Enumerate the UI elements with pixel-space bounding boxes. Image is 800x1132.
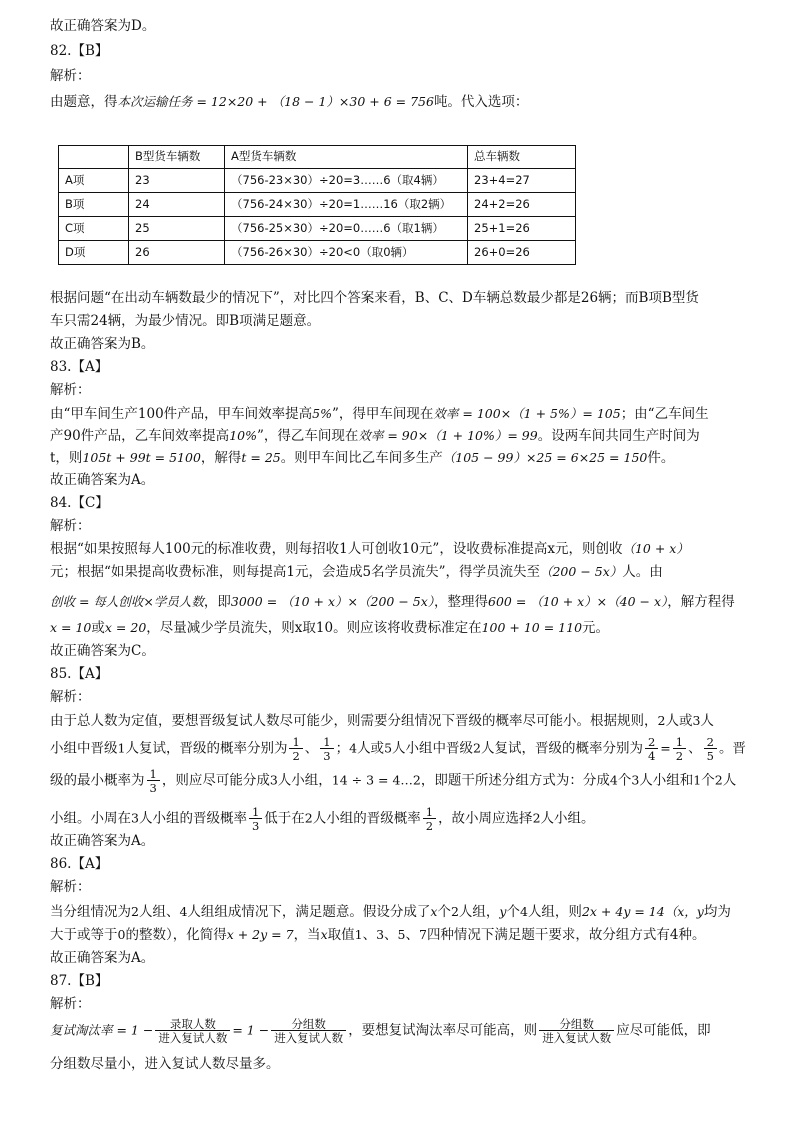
- text: 、: [384, 927, 398, 943]
- denominator: 2: [673, 748, 686, 762]
- q86-line-2: [50, 929, 706, 943]
- number: 1: [693, 772, 702, 788]
- numerator: 1: [149, 767, 157, 781]
- text: 人组，则: [527, 904, 582, 920]
- text: 件。: [647, 450, 675, 466]
- q82-para-2: 车只需24辆，为最少情况。即B项满足题意。: [50, 313, 321, 329]
- number: 2: [304, 810, 313, 826]
- table-cell: 23: [129, 169, 225, 193]
- denominator: 5: [704, 748, 717, 762]
- fraction: [147, 768, 160, 794]
- q83-answer: 故正确答案为A。: [50, 472, 155, 488]
- text: ”，得甲车间现在: [332, 406, 434, 422]
- text: ，则应尽可能分成: [161, 772, 270, 789]
- text: 吨。代入选项：: [433, 94, 529, 110]
- table-header-row: [59, 146, 576, 169]
- text: 。则甲车间比乙车间多生产: [280, 450, 443, 466]
- text: t，则: [50, 450, 83, 466]
- q82-intro: [50, 96, 528, 110]
- text: 人复试，晋级的概率分别为: [480, 740, 643, 757]
- denominator: 进入复试人数: [155, 1030, 230, 1044]
- text: 。晋: [718, 740, 746, 757]
- text: 个: [506, 904, 520, 920]
- number: 5: [397, 927, 406, 942]
- denominator: 进入复试人数: [271, 1030, 346, 1044]
- formula: 14 ÷ 3 = 4…2: [331, 772, 421, 788]
- number: 2: [657, 713, 666, 728]
- number: 0: [117, 927, 126, 942]
- text: 、: [304, 740, 319, 757]
- text: ；: [335, 740, 350, 757]
- formula: 3000 = （10 + x）×（200 − 5x）: [230, 594, 435, 609]
- fraction: [249, 806, 262, 832]
- q83-line-1: [50, 408, 709, 422]
- number: 3: [131, 810, 139, 826]
- text: 人组组成情况下，满足题意。假设分成了: [187, 904, 431, 920]
- number: 3: [692, 713, 701, 728]
- table-cell: B项: [59, 193, 129, 217]
- number: 2: [450, 904, 459, 919]
- number: 5: [384, 740, 393, 756]
- text: 取值: [327, 927, 355, 943]
- table-cell: A型货车辆数: [225, 146, 468, 169]
- fraction: [423, 806, 436, 832]
- numerator: 1: [425, 805, 434, 819]
- q83-line-2: [50, 430, 700, 444]
- number: 3: [376, 927, 385, 942]
- number: 2: [532, 810, 541, 826]
- q84-label: 解析：: [50, 518, 91, 534]
- number: 4: [179, 904, 188, 919]
- q82-label: 解析：: [50, 68, 91, 84]
- text: 应尽可能低，即: [616, 1022, 711, 1039]
- text: ，要想复试淘汰率尽可能高，则: [348, 1022, 538, 1039]
- text: 元。: [582, 620, 610, 636]
- number: 4: [349, 740, 358, 756]
- table-cell: C项: [59, 217, 129, 241]
- text: ，即题干所述分组方式为：分成: [420, 772, 610, 789]
- formula: 10%: [229, 428, 257, 443]
- formula: 效率 = 90×（1 + 10%）= 99: [358, 428, 538, 443]
- table-row: [59, 241, 576, 265]
- text: 人小组的晋级概率: [138, 810, 247, 827]
- numerator: 2: [706, 735, 714, 749]
- table-cell: B型货车辆数: [129, 146, 225, 169]
- denominator: 3: [249, 818, 262, 832]
- text: 均为: [703, 904, 731, 920]
- table-row: [59, 193, 576, 217]
- variable: y: [499, 904, 507, 919]
- number: 4: [519, 904, 528, 919]
- formula: （10 + x）: [622, 541, 689, 556]
- q84-header: 84.【C】: [50, 495, 109, 511]
- text: 由“甲车间生产100件产品，甲车间效率提高: [50, 406, 313, 422]
- text: 人组，: [458, 904, 500, 920]
- text: ，尽量减少学员流失，则x取10。则应该将收费标准定在: [146, 620, 482, 636]
- q82-para-1: 根据问题“在出动车辆数最少的情况下”，对比四个答案来看，B、C、D车辆总数最少都是26辆；而B项B型货: [50, 290, 699, 306]
- formula: 创收 = 每人创收×学员人数: [50, 594, 204, 609]
- q83-label: 解析：: [50, 382, 91, 398]
- options-table: [58, 145, 576, 265]
- text: 人。由: [622, 564, 663, 580]
- number: 4: [609, 772, 618, 788]
- fraction: [155, 1018, 230, 1044]
- text: ，解得: [200, 450, 242, 466]
- text: 级的最小概率为: [50, 772, 145, 789]
- q84-line-1: [50, 543, 689, 557]
- q86-line-1: [50, 906, 731, 920]
- numerator: 2: [647, 735, 656, 749]
- variable: x: [320, 927, 328, 942]
- q85-line-3: [50, 768, 736, 794]
- text: 四种情况下满足题干要求，故分组方式有4种。: [426, 927, 706, 943]
- fraction: [673, 736, 686, 762]
- fraction: [539, 1018, 614, 1044]
- number: 3: [631, 772, 640, 788]
- denominator: 3: [320, 748, 333, 762]
- number: 2: [473, 740, 481, 756]
- q84-line-2: [50, 566, 663, 580]
- numerator: 1: [323, 735, 331, 749]
- table-cell: 总车辆数: [468, 146, 576, 169]
- formula: x = 10: [50, 620, 92, 635]
- text: 根据“如果按照每人100元的标准收费，则每招收1人可创收10元”，设收费标准提高x元，则创收: [50, 541, 623, 557]
- q84-line-3: [50, 596, 735, 610]
- table-cell: （756-23×30）÷20=3……6（取4辆）: [225, 169, 468, 193]
- text: ，整理得: [434, 594, 489, 610]
- formula: 5%: [312, 406, 333, 421]
- formula: t = 25: [241, 450, 281, 465]
- text: 人或: [665, 713, 693, 729]
- formula: （200 − 5x）: [539, 564, 623, 579]
- numerator: 分组数: [291, 1017, 326, 1031]
- text: 产90件产品，乙车间效率提高: [50, 428, 230, 444]
- table-cell: 24: [129, 193, 225, 217]
- number: 7: [418, 927, 427, 942]
- fraction: [704, 736, 717, 762]
- q85-line-4: [50, 806, 595, 832]
- text: ；由“乙车间生: [620, 406, 709, 422]
- formula: 本次运输任务 = 12×20 + （18 − 1）×30 + 6 = 756: [117, 94, 434, 109]
- number: 2: [131, 904, 139, 919]
- numerator: 1: [251, 805, 260, 819]
- formula: 2x + 4y = 14（x，y: [581, 904, 704, 919]
- q82-answer: 故正确答案为B。: [50, 336, 155, 352]
- table-cell: （756-24×30）÷20=1……16（取2辆）: [225, 193, 468, 217]
- formula: = 1 −: [232, 1022, 270, 1038]
- text: 由题意，得: [50, 94, 118, 110]
- formula: x + 2y = 7: [226, 927, 294, 942]
- formula: 100 + 10 = 110: [481, 620, 583, 635]
- formula: 600 = （10 + x）×（40 − x）: [488, 594, 668, 609]
- text: 人小组和: [639, 772, 694, 789]
- text: 个: [701, 772, 715, 789]
- denominator: 2: [289, 748, 302, 762]
- table-cell: （756-26×30）÷20<0（取0辆）: [225, 241, 468, 265]
- table-cell: 25+1=26: [468, 217, 576, 241]
- text: 、: [688, 740, 702, 757]
- number: 3: [269, 772, 278, 788]
- q85-answer: 故正确答案为A。: [50, 833, 155, 849]
- table-row: [59, 169, 576, 193]
- q86-label: 解析：: [50, 879, 91, 895]
- text: 个: [437, 904, 451, 920]
- q83-header: 83.【A】: [50, 359, 109, 375]
- number: 2: [714, 772, 723, 788]
- formula: 105t + 99t = 5100: [82, 450, 201, 465]
- text: 大于或等于: [50, 927, 118, 943]
- text: 人小组中晋级: [392, 740, 474, 757]
- text: 、: [362, 927, 377, 943]
- table-cell: 26+0=26: [468, 241, 576, 265]
- fraction: [320, 736, 333, 762]
- table-cell: D项: [59, 241, 129, 265]
- table-cell: （756-25×30）÷20=0……6（取1辆）: [225, 217, 468, 241]
- text: 低于在: [264, 810, 305, 827]
- q85-line-2: [50, 736, 746, 762]
- text: ，解方程得: [667, 594, 735, 610]
- text: 人: [722, 772, 737, 789]
- variable: x: [430, 904, 438, 919]
- text: 当分组情况为: [50, 904, 131, 920]
- text: 个: [617, 772, 632, 789]
- number: 1: [354, 927, 363, 942]
- fraction: [645, 736, 658, 762]
- formula: 效率 = 100×（1 + 5%）= 105: [433, 406, 621, 421]
- text: 人复试，晋级的概率分别为: [125, 740, 288, 757]
- table-cell: 23+4=27: [468, 169, 576, 193]
- denominator: 进入复试人数: [539, 1030, 614, 1044]
- table-cell: A项: [59, 169, 129, 193]
- table-row: [59, 217, 576, 241]
- text: 小组。小周在: [50, 810, 131, 827]
- q82-header: 82.【B】: [50, 43, 109, 59]
- q84-line-4: [50, 622, 609, 636]
- table-cell: 25: [129, 217, 225, 241]
- formula: 复试淘汰率 = 1 −: [50, 1022, 154, 1038]
- text: 人组、: [138, 904, 180, 920]
- numerator: 1: [292, 735, 300, 749]
- fraction: [289, 736, 302, 762]
- q86-header: 86.【A】: [50, 856, 109, 872]
- q84-answer: 故正确答案为C。: [50, 643, 155, 659]
- text: 由于总人数为定值，要想晋级复试人数尽可能少，则需要分组情况下晋级的概率尽可能小。根据规则，: [50, 713, 658, 729]
- text: 人小组，: [277, 772, 332, 789]
- denominator: 4: [645, 748, 658, 762]
- numerator: 1: [675, 735, 684, 749]
- text: ，当: [293, 927, 321, 943]
- text: 、: [405, 927, 419, 943]
- text: ，故小周应选择: [438, 810, 533, 827]
- table-cell: 26: [129, 241, 225, 265]
- number: 1: [117, 740, 126, 756]
- fraction: [271, 1018, 346, 1044]
- q85-line-1: [50, 715, 714, 729]
- text: 人小组的晋级概率: [312, 810, 421, 827]
- q83-line-3: [50, 452, 674, 466]
- q87-header: 87.【B】: [50, 973, 109, 989]
- text: 。设两车间共同生产时间为: [537, 428, 700, 444]
- text: 的整数），化简得: [125, 927, 227, 943]
- equals-sign: =: [660, 740, 671, 756]
- text: 或: [91, 620, 105, 636]
- table-cell: [59, 146, 129, 169]
- text: ，即: [203, 594, 231, 610]
- text: 人小组。: [540, 810, 595, 827]
- q85-label: 解析：: [50, 689, 91, 705]
- text: 小组中晋级: [50, 740, 118, 757]
- numerator: 分组数: [559, 1017, 594, 1031]
- q87-label: 解析：: [50, 996, 91, 1012]
- table-cell: 24+2=26: [468, 193, 576, 217]
- q87-line-2: 分组数尽量小，进入复试人数尽量多。: [50, 1056, 280, 1072]
- denominator: 2: [423, 818, 436, 832]
- formula: x = 20: [104, 620, 147, 635]
- numerator: 录取人数: [169, 1017, 216, 1031]
- text: 人: [700, 713, 714, 729]
- text: 人或: [357, 740, 385, 757]
- text: ”，得乙车间现在: [256, 428, 359, 444]
- formula: （105 − 99）×25 = 6×25 = 150: [442, 450, 648, 465]
- denominator: 3: [147, 780, 160, 794]
- q87-line-1: [50, 1018, 711, 1044]
- q81-answer: 故正确答案为D。: [50, 18, 156, 34]
- q86-answer: 故正确答案为A。: [50, 950, 155, 966]
- text: 元；根据“如果提高收费标准，则每提高1元，会造成5名学员流失”，得学员流失至: [50, 564, 540, 580]
- q85-header: 85.【A】: [50, 666, 109, 682]
